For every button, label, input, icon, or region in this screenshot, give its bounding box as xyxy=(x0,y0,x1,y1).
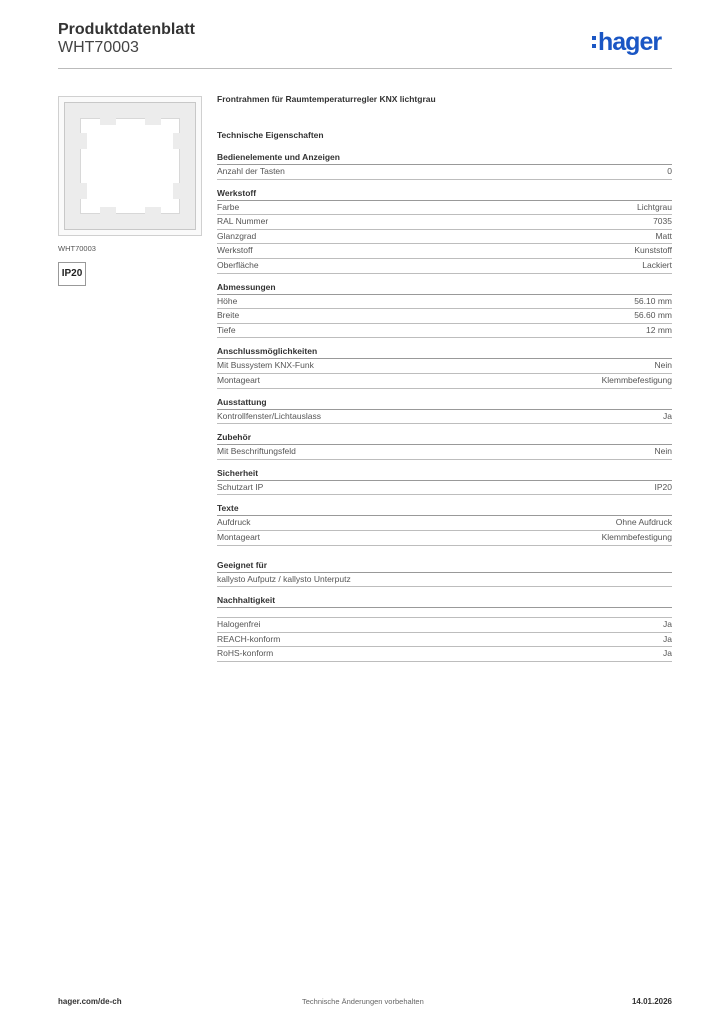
spec-label: Werkstoff xyxy=(217,245,253,256)
ip-rating-badge: IP20 xyxy=(58,262,86,286)
section-title: Geeignet für xyxy=(217,560,672,573)
spec-label: Montageart xyxy=(217,531,260,542)
section-material xyxy=(217,188,672,274)
spec-label: Aufdruck xyxy=(217,517,251,528)
spec-label: Montageart xyxy=(217,374,260,385)
section-title: Texte xyxy=(217,503,672,516)
spec-value: Ja xyxy=(663,648,672,659)
spec-label: Glanzgrad xyxy=(217,230,257,241)
spec-row xyxy=(217,573,672,588)
section-suitable-for xyxy=(217,560,672,588)
spec-value: Ja xyxy=(663,410,672,421)
frame-outer xyxy=(64,102,196,230)
spec-value: Matt xyxy=(655,230,672,241)
spec-value: Klemmbefestigung xyxy=(601,531,672,542)
spec-row xyxy=(217,410,672,425)
spec-value: Ja xyxy=(663,619,672,630)
frame-tab xyxy=(145,207,161,217)
spec-row xyxy=(217,324,672,339)
spec-value: 7035 xyxy=(653,216,672,227)
spec-label: Oberfläche xyxy=(217,259,259,270)
spec-row xyxy=(217,244,672,259)
section-dimensions xyxy=(217,282,672,339)
spec-row xyxy=(217,618,672,633)
spec-label: Höhe xyxy=(217,295,238,306)
spec-label: Tiefe xyxy=(217,324,236,335)
spec-row xyxy=(217,230,672,245)
product-code-heading: WHT70003 xyxy=(58,39,139,56)
section-safety xyxy=(217,468,672,496)
spec-label: Kontrollfenster/Lichtauslass xyxy=(217,410,321,421)
spec-row xyxy=(217,165,672,180)
hager-logo[interactable] xyxy=(592,28,661,56)
footer-website-link[interactable]: hager.com/de-ch xyxy=(58,997,122,1006)
spec-label: REACH-konform xyxy=(217,633,281,644)
section-title: Nachhaltigkeit xyxy=(217,595,672,608)
frame-tab xyxy=(173,183,183,199)
product-image xyxy=(58,96,202,236)
spec-value: Ja xyxy=(663,633,672,644)
header-divider xyxy=(58,68,672,69)
section-accessories xyxy=(217,432,672,460)
spec-value: 56.10 mm xyxy=(634,295,672,306)
spec-row xyxy=(217,295,672,310)
footer-notice: Technische Änderungen vorbehalten xyxy=(302,997,424,1006)
frame-tab xyxy=(77,183,87,199)
spec-row xyxy=(217,647,672,662)
spec-label: RoHS-konform xyxy=(217,648,274,659)
frame-tab xyxy=(100,115,116,125)
product-image-label: WHT70003 xyxy=(58,244,96,253)
spec-row xyxy=(217,359,672,374)
section-title: Abmessungen xyxy=(217,282,672,295)
spec-row xyxy=(217,633,672,648)
frame-tab xyxy=(173,133,183,149)
spec-label: Schutzart IP xyxy=(217,481,264,492)
section-title: Ausstattung xyxy=(217,397,672,410)
spec-label: Mit Bussystem KNX-Funk xyxy=(217,360,314,371)
frame-inner xyxy=(80,118,180,214)
spec-value: IP20 xyxy=(654,481,672,492)
spec-row xyxy=(217,531,672,546)
spec-content xyxy=(217,94,672,670)
logo-dots-icon xyxy=(592,32,597,50)
spec-value: Nein xyxy=(654,446,672,457)
spec-value: Lichtgrau xyxy=(637,201,672,212)
logo-text: hager xyxy=(598,28,662,56)
section-title: Anschlussmöglichkeiten xyxy=(217,346,672,359)
spec-row xyxy=(217,215,672,230)
section-controls xyxy=(217,152,672,180)
spec-value: 12 mm xyxy=(646,324,672,335)
spec-row xyxy=(217,374,672,389)
product-description: Frontrahmen für Raumtemperaturregler KNX lichtgrau xyxy=(217,94,436,104)
spec-row xyxy=(217,259,672,274)
spec-value: Lackiert xyxy=(642,259,672,270)
spec-label: Anzahl der Tasten xyxy=(217,166,285,176)
spec-value: Nein xyxy=(654,360,672,371)
spec-value: 56.60 mm xyxy=(634,310,672,321)
spec-value: Kunststoff xyxy=(634,245,672,256)
spec-value: Klemmbefestigung xyxy=(601,374,672,385)
technical-properties-heading: Technische Eigenschaften xyxy=(217,130,324,140)
frame-tab xyxy=(145,115,161,125)
section-equipment xyxy=(217,397,672,425)
spec-value: 0 xyxy=(667,166,672,176)
section-connections xyxy=(217,346,672,388)
frame-tab xyxy=(100,207,116,217)
blank-row xyxy=(217,608,672,618)
section-texts xyxy=(217,503,672,545)
suitable-text: kallysto Aufputz / kallysto Unterputz xyxy=(217,573,351,584)
spec-row xyxy=(217,481,672,496)
spec-label: Mit Beschriftungsfeld xyxy=(217,446,296,457)
section-title: Werkstoff xyxy=(217,188,672,201)
footer-date: 14.01.2026 xyxy=(631,997,672,1006)
spec-value: Ohne Aufdruck xyxy=(615,517,672,528)
spec-row xyxy=(217,309,672,324)
spec-label: Farbe xyxy=(217,201,240,212)
spec-row xyxy=(217,201,672,216)
section-title: Bedienelemente und Anzeigen xyxy=(217,152,672,165)
page-title: Produktdatenblatt xyxy=(58,21,195,38)
section-title: Sicherheit xyxy=(217,468,672,481)
spec-label: Breite xyxy=(217,310,240,321)
section-title: Zubehör xyxy=(217,432,672,445)
spec-row xyxy=(217,516,672,531)
spec-row xyxy=(217,445,672,460)
frame-tab xyxy=(77,133,87,149)
spec-label: RAL Nummer xyxy=(217,216,269,227)
section-sustainability xyxy=(217,595,672,662)
spec-label: Halogenfrei xyxy=(217,619,261,630)
